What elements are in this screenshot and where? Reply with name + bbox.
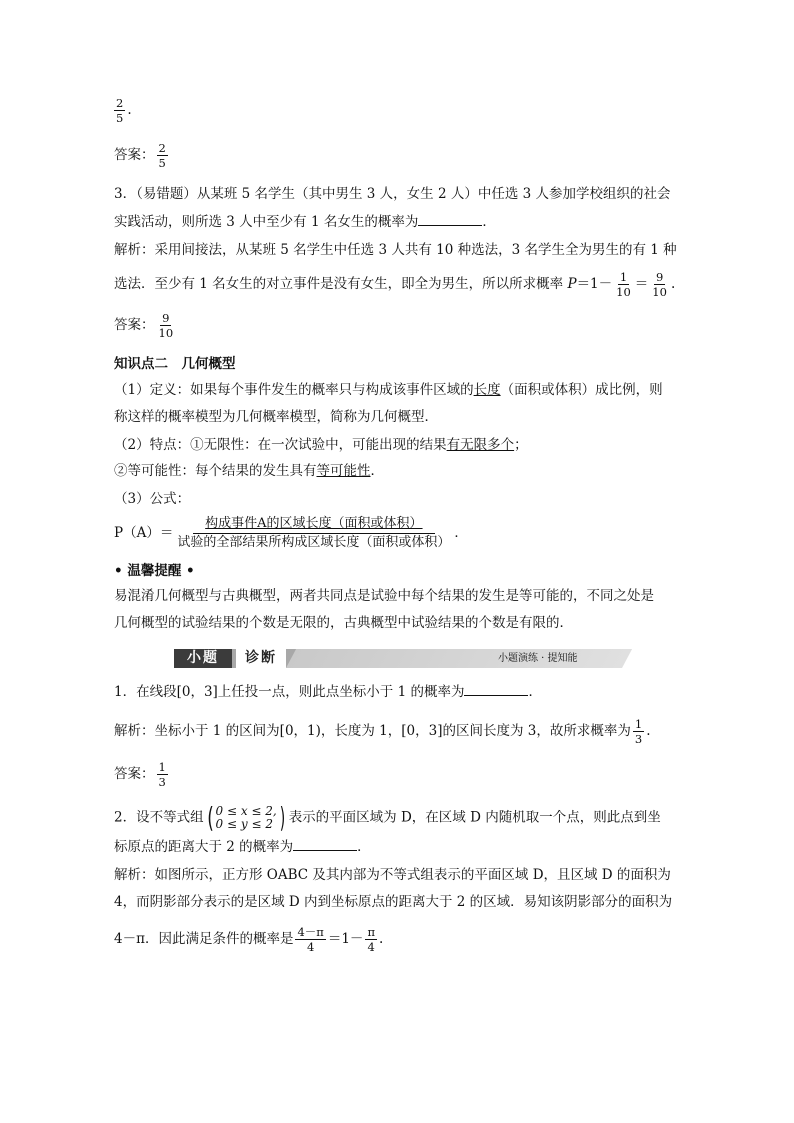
question-3-line2: 实践活动，则所选 3 人中至少有 1 名女生的概率为 ． — [114, 214, 496, 230]
top-fraction-line: $\frac{2}{5}$ . — [116, 96, 132, 125]
tip-line1: 易混淆几何概型与古典概型，两者共同点是试验中每个结果的发生是等可能的，不同之处是 — [114, 588, 654, 604]
fraction: $\frac{1}{3}$ — [634, 717, 643, 746]
definition-line2: 称这样的概率模型为几何概率模型，简称为几何概型． — [114, 409, 438, 425]
formula-title: （3）公式： — [114, 491, 191, 507]
problem-1: 1．在线段[0，3]上任投一点，则此点坐标小于 1 的概率为 ． — [114, 684, 542, 700]
fraction: $\frac{4-\pi}{4}$ — [297, 925, 324, 954]
section-title: 知识点二 几何概型 — [114, 356, 236, 372]
banner-tag-diagnosis: 诊断 — [236, 649, 286, 668]
answer-blank — [464, 683, 528, 696]
banner-band-light — [286, 649, 632, 668]
tip-line2: 几何概型的试验结果的个数是无限的，古典概型中试验结果的个数是有限的． — [114, 615, 573, 631]
answer-line: 答案： $\frac{2}{5}$ — [114, 141, 166, 170]
problem-2-solution-line3: 4－π．因此满足条件的概率是 $\frac{4-\pi}{4}$ ＝1－ $\frac{\pi}{4}$ . — [114, 925, 384, 954]
banner-subtitle: 小题演练 · 提知能 — [498, 653, 578, 664]
fraction: $\frac{2}{5}$ — [116, 96, 124, 125]
formula: P（A）＝ 构成事件A的区域长度（面积或体积） 试验的全部结果所构成区域长度（面积或体积） ． — [114, 516, 468, 550]
answer-blank — [418, 213, 482, 226]
feature-line1: （2）特点：①无限性：在一次试验中，可能出现的结果有无限多个； — [114, 437, 528, 453]
fraction: $\frac{\pi}{4}$ — [367, 925, 375, 954]
answer-fraction: $\frac{2}{5}$ — [158, 141, 166, 170]
problem-2-solution-line1: 解析：如图所示，正方形 OABC 及其内部为不等式组表示的平面区域 D，且区域 D 的面积为 — [114, 867, 671, 883]
problem-1-solution: 解析：坐标小于 1 的区间为[0，1)，长度为 1，[0，3]的区间长度为 3，故所求概率为 $\frac{1}{3}$ . — [114, 717, 651, 746]
tip-title: • 温馨提醒 • — [114, 563, 195, 579]
problem-2-solution-line2: 4，而阴影部分表示的是区域 D 内到坐标原点的距离大于 2 的区域．易知该阴影部分的面积为 — [114, 894, 673, 910]
inequality-system: ( 0 ≤ x ≤ 2, 0 ≤ y ≤ 2 ) — [206, 801, 285, 834]
fraction: $\frac{9}{10}$ — [652, 270, 667, 299]
problem-2-line2: 标原点的距离大于 2 的概率为 ． — [114, 839, 371, 855]
problem-2-line1: 2．设不等式组 ( 0 ≤ x ≤ 2, 0 ≤ y ≤ 2 ) 表示的平面区域为 D，在区域 D 内随机取一个点，则此点到坐 — [114, 801, 661, 834]
fraction: $\frac{1}{10}$ — [616, 270, 631, 299]
right-brace: ) — [279, 801, 285, 834]
answer-fraction: $\frac{1}{3}$ — [158, 760, 166, 789]
answer-line: 答案： $\frac{9}{10}$ — [114, 311, 174, 340]
left-brace: ( — [206, 801, 214, 834]
answer-fraction: $\frac{9}{10}$ — [158, 311, 174, 340]
question-3-line1: 3．（易错题）从某班 5 名学生（其中男生 3 人，女生 2 人）中任选 3 人参加学校组织的社会 — [114, 186, 671, 202]
solution-3-line1: 解析：采用间接法，从某班 5 名学生中任选 3 人共有 10 种选法，3 名学生全为男生的有 1 种 — [114, 242, 677, 258]
formula-fraction: 构成事件A的区域长度（面积或体积） 试验的全部结果所构成区域长度（面积或体积） — [177, 516, 451, 550]
solution-3-line2: 选法．至少有 1 名女生的对立事件是没有女生，即全为男生，所以所求概率 P＝1－ $\frac{1}{10}$ ＝ $\frac{9}{10}$ . — [114, 270, 676, 299]
definition-line1: （1）定义：如果每个事件发生的概率只与构成该事件区域的长度（面积或体积）成比例，则 — [114, 382, 663, 398]
problem-1-answer: 答案： $\frac{1}{3}$ — [114, 760, 166, 789]
banner-tag-small-questions: 小题 — [174, 649, 232, 668]
answer-blank — [293, 838, 357, 851]
feature-line2: ②等可能性：每个结果的发生具有等可能性． — [114, 463, 384, 479]
